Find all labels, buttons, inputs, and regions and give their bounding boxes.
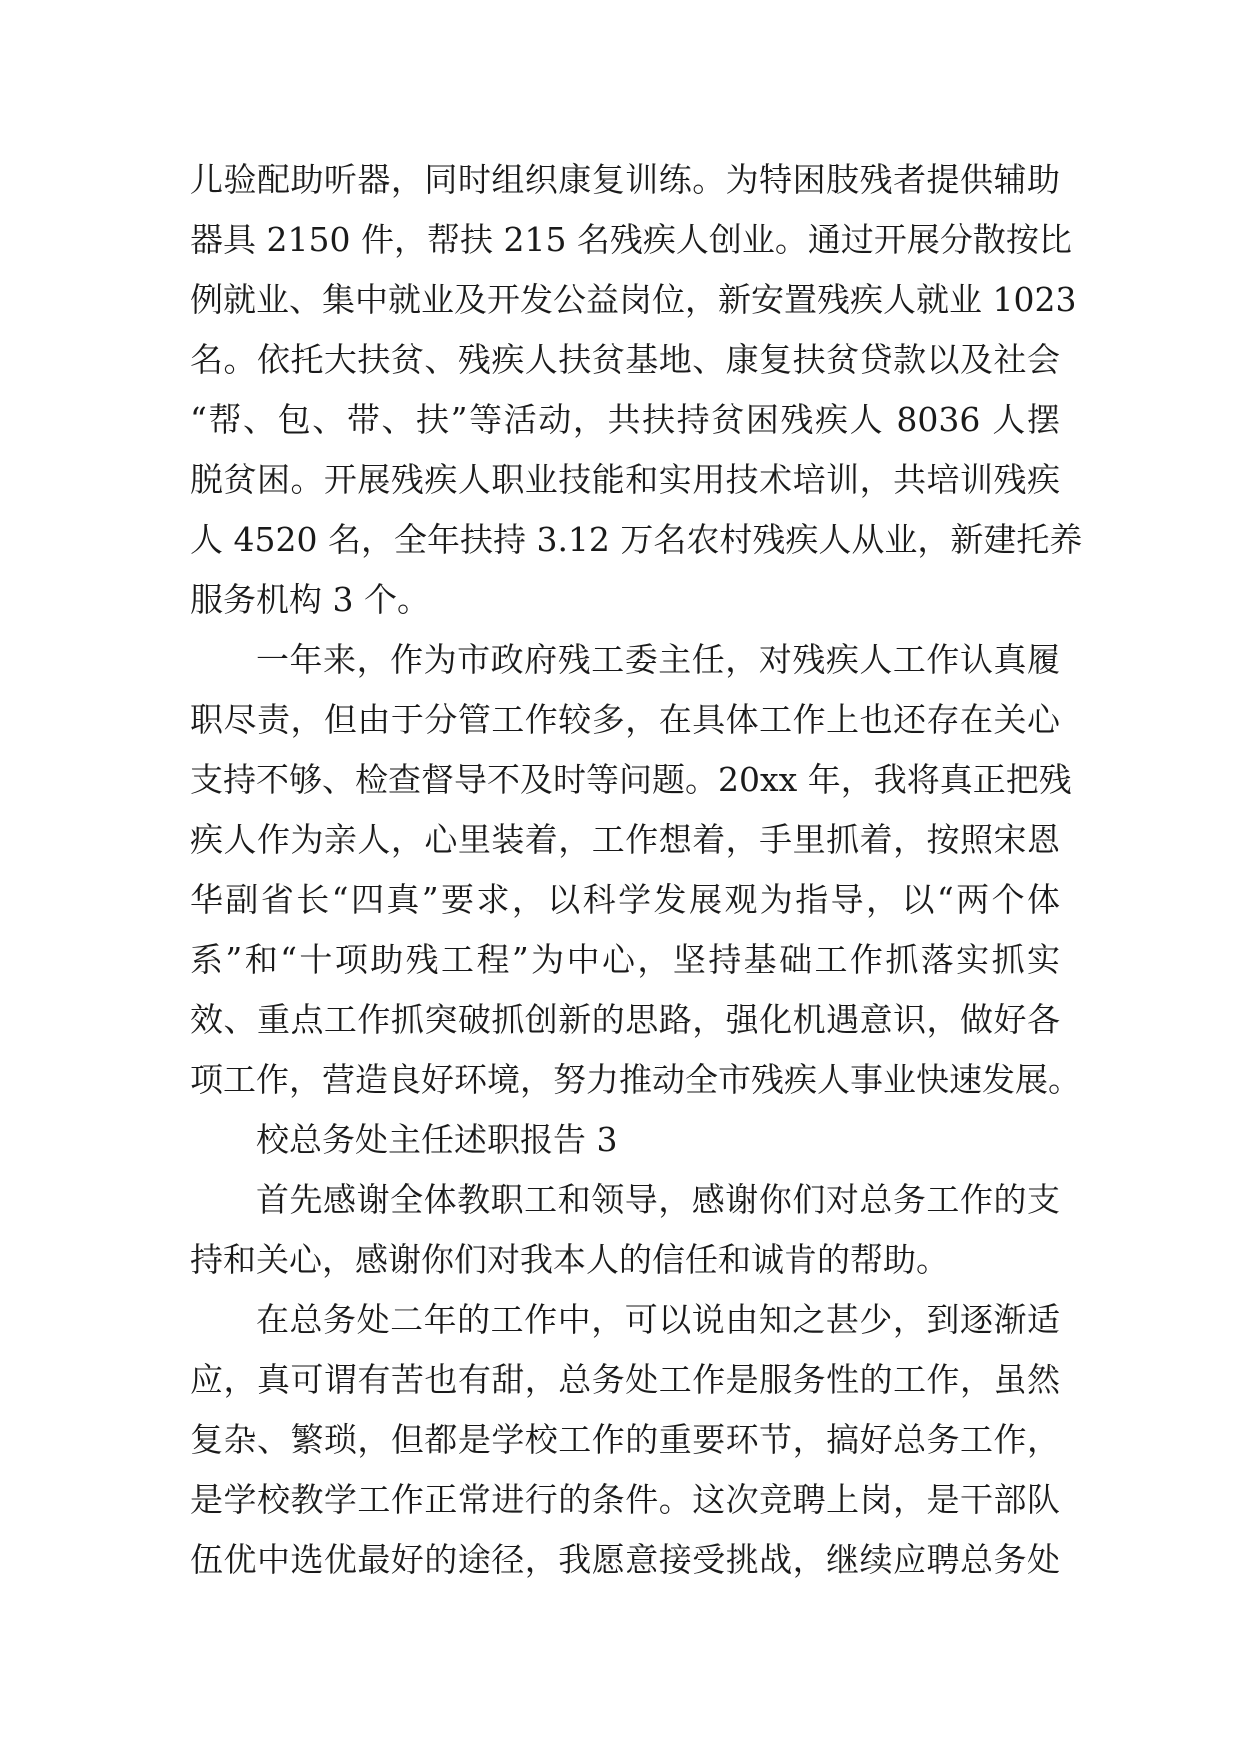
- text-line: 应，真可谓有苦也有甜，总务处工作是服务性的工作，虽然: [190, 1360, 1060, 1399]
- text-line: 支持不够、检查督导不及时等问题。20xx 年，我将真正把残: [190, 760, 1072, 799]
- text-line: 儿验配助听器，同时组织康复训练。为特困肢残者提供辅助: [190, 160, 1060, 199]
- text-line: 持和关心，感谢你们对我本人的信任和诚肯的帮助。: [190, 1240, 949, 1279]
- text-line: 效、重点工作抓突破抓创新的思路，强化机遇意识，做好各: [190, 1000, 1060, 1039]
- text-line: 校总务处主任述职报告 3: [256, 1120, 618, 1159]
- text-line: 服务机构 3 个。: [190, 580, 430, 619]
- text-line: 系”和“十项助残工程”为中心，坚持基础工作抓落实抓实: [190, 940, 1060, 979]
- text-line: 名。依托大扶贫、残疾人扶贫基地、康复扶贫贷款以及社会: [190, 340, 1060, 379]
- text-line: 职尽责，但由于分管工作较多，在具体工作上也还存在关心: [190, 700, 1060, 739]
- text-line: 项工作，营造良好环境，努力推动全市残疾人事业快速发展。: [190, 1060, 1081, 1099]
- text-line: 一年来，作为市政府残工委主任，对残疾人工作认真履: [256, 640, 1060, 679]
- text-line: 是学校教学工作正常进行的条件。这次竞聘上岗，是干部队: [190, 1480, 1060, 1519]
- text-line: 脱贫困。开展残疾人职业技能和实用技术培训，共培训残疾: [190, 460, 1060, 499]
- text-line: 例就业、集中就业及开发公益岗位，新安置残疾人就业 1023: [190, 280, 1077, 319]
- text-line: 伍优中选优最好的途径，我愿意接受挑战，继续应聘总务处: [190, 1540, 1060, 1579]
- document-body: [190, 150, 1083, 1590]
- text-line: 器具 2150 件，帮扶 215 名残疾人创业。通过开展分散按比: [190, 220, 1072, 259]
- text-line: 首先感谢全体教职工和领导，感谢你们对总务工作的支: [256, 1180, 1060, 1219]
- text-line: 人 4520 名，全年扶持 3.12 万名农村残疾人从业，新建托养: [190, 520, 1083, 559]
- text-line: 在总务处二年的工作中，可以说由知之甚少，到逐渐适: [256, 1300, 1060, 1339]
- text-line: 疾人作为亲人，心里装着，工作想着，手里抓着，按照宋恩: [190, 820, 1060, 859]
- text-line: 华副省长“四真”要求，以科学发展观为指导，以“两个体: [190, 880, 1060, 919]
- text-line: 复杂、繁琐，但都是学校工作的重要环节，搞好总务工作，: [190, 1420, 1060, 1459]
- text-line: “帮、包、带、扶”等活动，共扶持贫困残疾人 8036 人摆: [190, 400, 1060, 439]
